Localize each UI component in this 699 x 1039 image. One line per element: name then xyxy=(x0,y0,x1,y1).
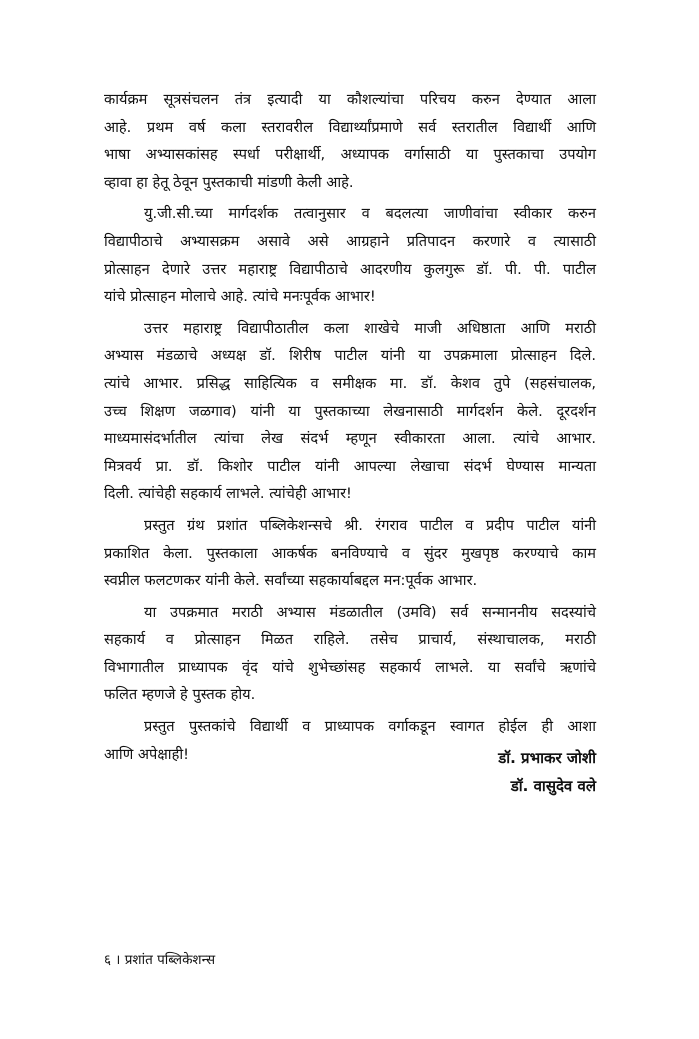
text-line: व्हावा हा हेतू ठेवून पुस्तकाची मांडणी केली आहे. xyxy=(104,173,354,191)
text-line: भाषा अभ्यासकांसह स्पर्धा परीक्षार्थी, अध्यापक वर्गासाठी या पुस्तकाचा उपयोग xyxy=(104,146,596,164)
text-line: आणि अपेक्षाही! xyxy=(104,745,189,763)
text-line: या उपक्रमात मराठी अभ्यास मंडळातील (उमवि) सर्व सन्माननीय सदस्यांचे xyxy=(144,603,596,621)
text-line: प्रस्तुत पुस्तकांचे विद्यार्थी व प्राध्यापक वर्गाकडून स्वागत होईल ही आशा xyxy=(144,718,596,736)
text-line: फलित म्हणजे हे पुस्तक होय. xyxy=(104,686,256,704)
paragraph-1 xyxy=(104,86,596,196)
paragraph-4 xyxy=(104,512,596,595)
text-line: प्रोत्साहन देणारे उत्तर महाराष्ट्र विद्यापीठाचे आदरणीय कुलगुरू डॉ. पी. पी. पाटील xyxy=(104,260,596,278)
text-line: माध्यमासंदर्भातील त्यांचा लेख संदर्भ म्हणून स्वीकारता आला. त्यांचे आभार. xyxy=(104,430,596,448)
text-line: स्वप्नील फलटणकर यांनी केले. सर्वांच्या सहकार्याबद्दल मन:पूर्वक आभार. xyxy=(104,572,478,590)
text-line: सहकार्य व प्रोत्साहन मिळत राहिले. तसेच प्राचार्य, संस्थाचालक, मराठी xyxy=(104,631,596,649)
text-line: प्रकाशित केला. पुस्तकाला आकर्षक बनविण्याचे व सुंदर मुखपृष्ठ करण्याचे काम xyxy=(104,544,596,562)
text-line: विद्यापीठाचे अभ्यासक्रम असावे असे आग्रहाने प्रतिपादन करणारे व त्यासाठी xyxy=(104,232,596,250)
text-line: उच्च शिक्षण जळगाव) यांनी या पुस्तकाच्या लेखनासाठी मार्गदर्शन केले. दूरदर्शन xyxy=(104,402,596,420)
author-name-1: डॉ. प्रभाकर जोशी xyxy=(498,749,596,767)
text-line: यांचे प्रोत्साहन मोलाचे आहे. त्यांचे मनःपूर्वक आभार! xyxy=(104,288,376,306)
text-line: आहे. प्रथम वर्ष कला स्तरावरील विद्यार्थ्यांप्रमाणे सर्व स्तरातील विद्यार्थी आणि xyxy=(104,118,596,136)
text-line: यु.जी.सी.च्या मार्गदर्शक तत्वानुसार व बदलत्या जाणीवांचा स्वीकार करुन xyxy=(144,205,596,223)
text-line: मित्रवर्य प्रा. डॉ. किशोर पाटील यांनी आपल्या लेखाचा संदर्भ घेण्यास मान्यता xyxy=(104,457,596,475)
paragraph-5 xyxy=(104,599,596,709)
text-line: उत्तर महाराष्ट्र विद्यापीठातील कला शाखेचे माजी अधिष्ठाता आणि मराठी xyxy=(144,319,596,337)
text-line: कार्यक्रम सूत्रसंचलन तंत्र इत्यादी या कौशल्यांचा परिचय करुन देण्यात आला xyxy=(104,91,596,108)
text-line: दिली. त्यांचेही सहकार्य लाभले. त्यांचेही आभार! xyxy=(104,485,352,503)
text-line: विभागातील प्राध्यापक वृंद यांचे शुभेच्छांसह सहकार्य लाभले. या सर्वांचे ऋणांचे xyxy=(104,658,596,676)
author-name-2: डॉ. वासुदेव वले xyxy=(510,777,596,795)
body-text xyxy=(104,86,596,768)
page-footer: ६ । प्रशांत पब्लिकेशन्स xyxy=(104,952,216,968)
paragraph-2 xyxy=(104,200,596,310)
text-line: अभ्यास मंडळाचे अध्यक्ष डॉ. शिरीष पाटील यांनी या उपक्रमाला प्रोत्साहन दिले. xyxy=(104,347,596,365)
author-signatures xyxy=(498,744,596,800)
text-line: प्रस्तुत ग्रंथ प्रशांत पब्लिकेशन्सचे श्री. रंगराव पाटील व प्रदीप पाटील यांनी xyxy=(144,516,596,534)
text-line: त्यांचे आभार. प्रसिद्ध साहित्यिक व समीक्षक मा. डॉ. केशव तुपे (सहसंचालक, xyxy=(104,374,596,392)
paragraph-3 xyxy=(104,315,596,508)
